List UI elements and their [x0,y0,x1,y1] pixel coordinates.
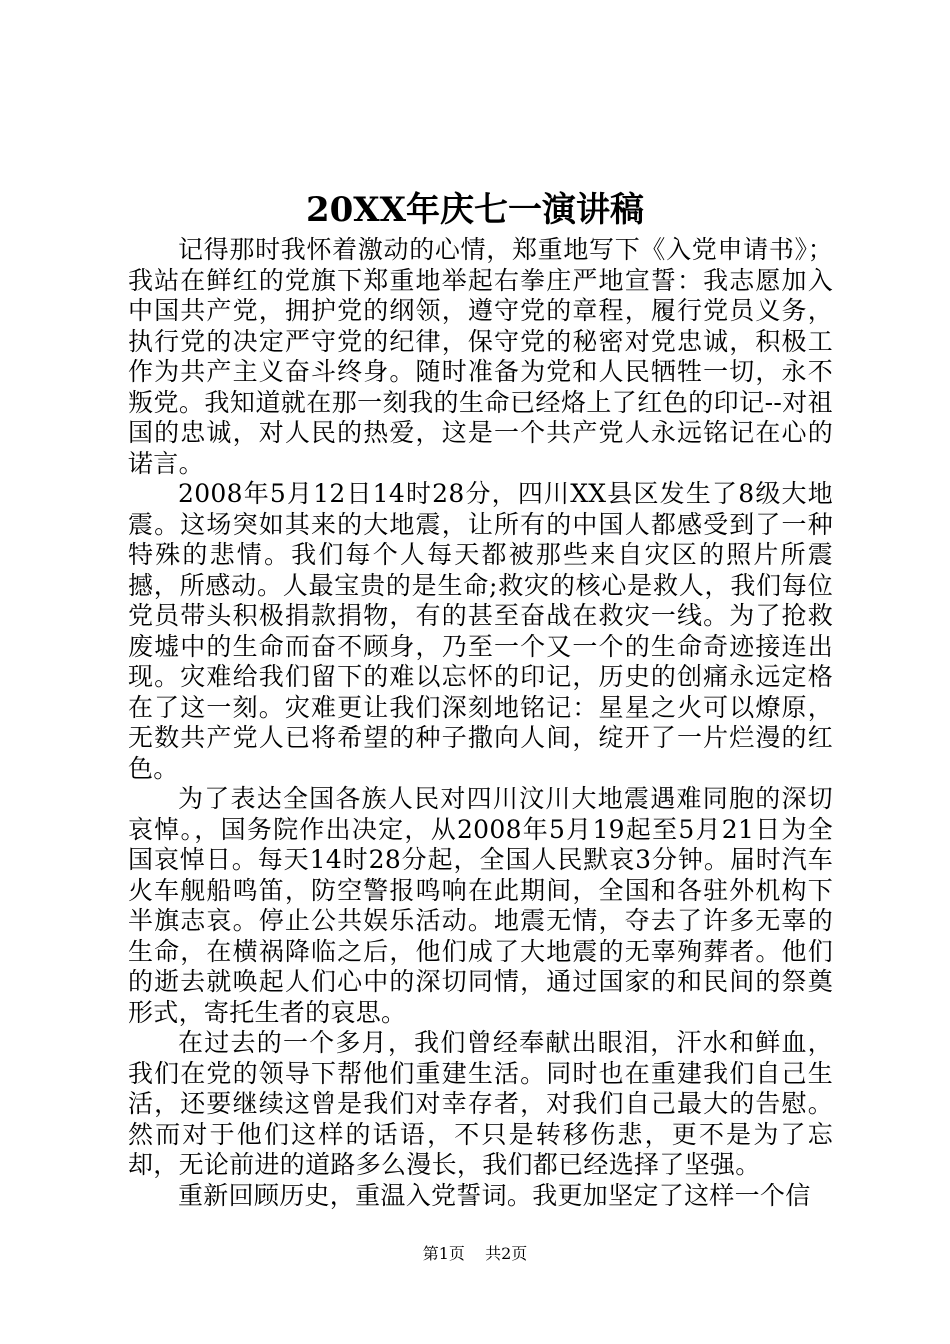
document-title: 20XX年庆七一演讲稿 [305,190,645,230]
paragraph-2: 2008年5月12日14时28分，四川XX县区发生了8级大地震。这场突如其来的大地震，让所有的中国人都感受到了一种特殊的悲情。我们每个人每天都被那些来自灾区的照片所震撼，所感动。人最宝贵的是生命;救灾的核心是救人，我们每位党员带头积极捐款捐物，有的甚至奋战在救灾一线。为了抢救废墟中的生命而奋不顾身，乃至一个又一个的生命奇迹接连出现。灾难给我们留下的难以忘怀的印记，历史的创痛永远定格在了这一刻。灾难更让我们深刻地铭记：星星之火可以燎原，无数共产党人已将希望的种子撒向人间，绽开了一片烂漫的红色。 [128,479,833,783]
page-footer [0,1244,950,1264]
document-body [128,235,833,1211]
paragraph-5: 重新回顾历史，重温入党誓词。我更加坚定了这样一个信 [178,1180,811,1210]
paragraph-3: 为了表达全国各族人民对四川汶川大地震遇难同胞的深切哀悼。，国务院作出决定，从2008年5月19起至5月21日为全国哀悼日。每天14时28分起，全国人民默哀3分钟。届时汽车火车舰船鸣笛，防空警报鸣响在此期间，全国和各驻外机构下半旗志哀。停止公共娱乐活动。地震无情，夺去了许多无辜的生命，在横祸降临之后，他们成了大地震的无辜殉葬者。他们的逝去就唤起人们心中的深切同情，通过国家的和民间的祭奠形式，寄托生者的哀思。 [128,784,833,1027]
paragraph-4: 在过去的一个多月，我们曾经奉献出眼泪，汗水和鲜血，我们在党的领导下帮他们重建生活。同时也在重建我们自己生活，还要继续这曾是我们对幸存者，对我们自己最大的告慰。然而对于他们这样的话语，不只是转移伤悲，更不是为了忘却，无论前进的道路多么漫长，我们都已经选择了坚强。 [128,1028,833,1179]
page-number-total: 共2页 [485,1244,528,1263]
page-number-current: 第1页 [422,1244,465,1263]
paragraph-1: 记得那时我怀着激动的心情，郑重地写下《入党申请书》；我站在鲜红的党旗下郑重地举起右拳庄严地宣誓：我志愿加入中国共产党，拥护党的纲领，遵守党的章程，履行党员义务，执行党的决定严守党的纪律，保守党的秘密对党忠诚，积极工作为共产主义奋斗终身。随时准备为党和人民牺牲一切，永不叛党。我知道就在那一刻我的生命已经烙上了红色的印记--对祖国的忠诚，对人民的热爱，这是一个共产党人永远铭记在心的诺言。 [128,235,833,478]
